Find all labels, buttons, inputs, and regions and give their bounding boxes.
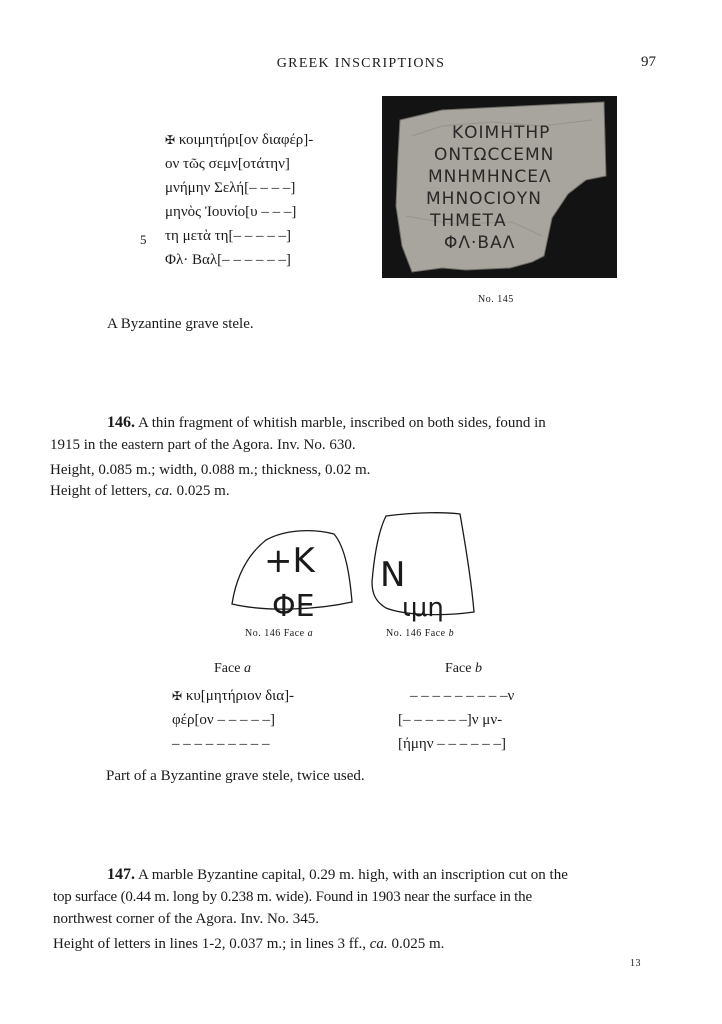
inscription-145-line: μνήμην Σελή[– – – –] bbox=[165, 180, 296, 196]
line-number: 5 bbox=[140, 232, 147, 247]
photo-letters: ΟΝΤΩϹϹΕΜΝ bbox=[434, 145, 555, 165]
inscription-145-line: Φλ· Βαλ[– – – – – –] bbox=[165, 252, 291, 268]
cross-icon: ✠ bbox=[172, 689, 183, 703]
description-146: Part of a Byzantine grave stele, twice used. bbox=[106, 768, 365, 784]
page-number: 97 bbox=[641, 54, 656, 70]
drawing-caption-face-a: No. 146 Face a bbox=[245, 628, 314, 639]
signature-mark: 13 bbox=[630, 958, 641, 969]
stele-photo-145 bbox=[382, 96, 617, 278]
entry-147-letter-height: Height of letters in lines 1-2, 0.037 m.; in lines 3 ff., ca. 0.025 m. bbox=[53, 936, 445, 952]
photo-letters: ΜΗΝΟϹΙΟΥΝ bbox=[426, 189, 542, 209]
fragment-146-drawings bbox=[226, 508, 496, 622]
entry-147-line3: northwest corner of the Agora. Inv. No. 345. bbox=[53, 911, 320, 927]
stele-photo-graphic bbox=[382, 96, 617, 278]
entry-147-line2: top surface (0.44 m. long by 0.238 m. wide). Found in 1903 near the surface in the bbox=[53, 889, 532, 905]
face-b-transcription bbox=[398, 684, 514, 756]
entry-146-line1: 146. A thin fragment of whitish marble, inscribed on both sides, found in bbox=[107, 414, 546, 431]
face-a-line: ✠ κυ[μητήριον δια]- bbox=[172, 688, 295, 704]
face-a-label: Face a bbox=[214, 661, 251, 676]
face-a-line: – – – – – – – – – bbox=[172, 736, 270, 752]
face-b-letters: N bbox=[380, 555, 406, 595]
face-a-line: φέρ[ον – – – – –] bbox=[172, 712, 275, 728]
description-145: A Byzantine grave stele. bbox=[107, 316, 254, 332]
photo-letters: ΚΟΙΜΗΤΗΡ bbox=[452, 123, 551, 143]
face-b-line: – – – – – – – – –ν bbox=[410, 688, 515, 704]
cross-icon: ✠ bbox=[165, 133, 176, 147]
drawing-caption-face-b: No. 146 Face b bbox=[386, 628, 455, 639]
inscription-145-line: μηνὸς Ἰουνίο[υ – – –] bbox=[165, 204, 297, 220]
inscription-145-line: ✠ κοιμητήρι[ον διαφέρ]- bbox=[165, 132, 314, 148]
photo-letters: ΜΝΗΜΗΝϹΕΛ bbox=[428, 167, 552, 187]
entry-number: 147. bbox=[107, 866, 135, 883]
entry-number: 146. bbox=[107, 414, 135, 431]
entry-147-line1: 147. A marble Byzantine capital, 0.29 m. high, with an inscription cut on the bbox=[107, 866, 568, 883]
face-b-letters: ιμη bbox=[402, 593, 444, 622]
photo-letters: ΦΛ·ΒΑΛ bbox=[444, 233, 516, 253]
face-b-line: [ήμην – – – – – –] bbox=[398, 736, 507, 752]
face-a-letters: ΦE bbox=[272, 589, 315, 622]
face-a-letters: +K bbox=[264, 541, 315, 581]
entry-146-line2: 1915 in the eastern part of the Agora. Inv. No. 630. bbox=[50, 437, 356, 453]
entry-146-dimensions: Height, 0.085 m.; width, 0.088 m.; thickness, 0.02 m. bbox=[50, 462, 371, 478]
inscription-145-text bbox=[165, 128, 313, 272]
running-header: GREEK INSCRIPTIONS bbox=[276, 56, 446, 71]
face-b-label: Face b bbox=[445, 661, 482, 676]
face-b-line: [– – – – – –]ν μν- bbox=[398, 712, 503, 728]
inscription-145-line: τη μετὰ τη[– – – – –] bbox=[165, 228, 291, 244]
inscription-145-line: ον τῶς σεμν[οτάτην] bbox=[165, 156, 290, 172]
photo-caption-145: No. 145 bbox=[478, 294, 514, 305]
face-a-transcription bbox=[172, 684, 294, 756]
entry-146-letter-height: Height of letters, ca. 0.025 m. bbox=[50, 483, 230, 499]
photo-letters: ΤΗΜΕΤΑ bbox=[430, 211, 507, 231]
